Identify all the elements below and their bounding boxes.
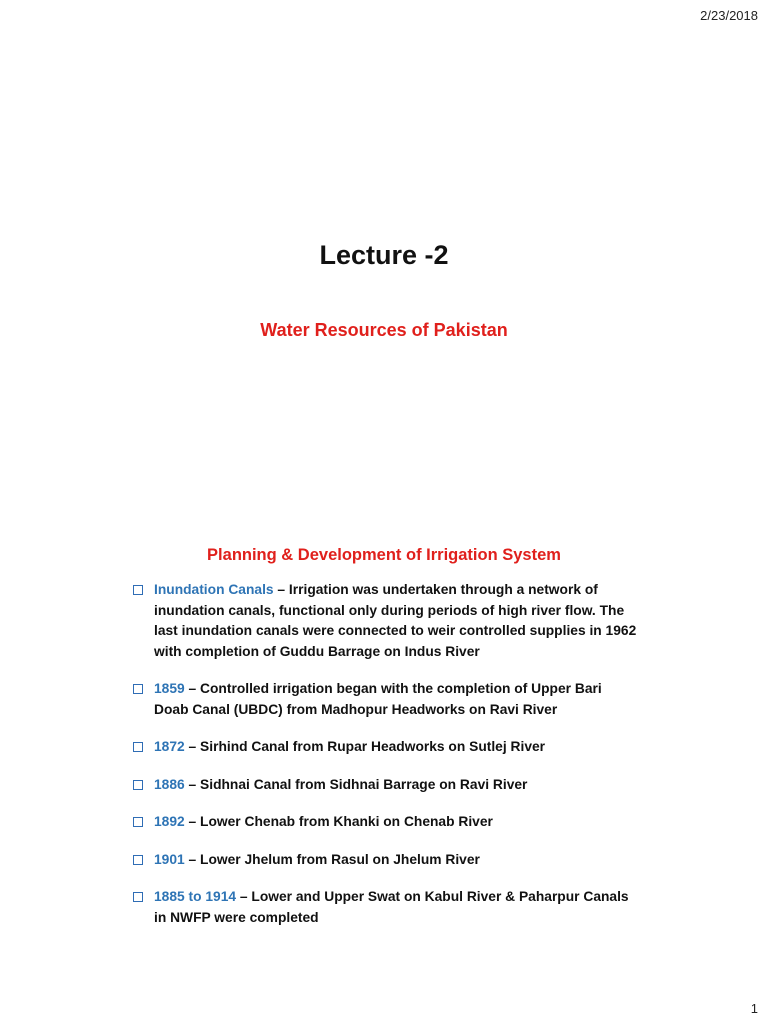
list-item <box>133 679 638 720</box>
list-item <box>133 887 638 928</box>
slide-date: 2/23/2018 <box>700 8 758 23</box>
list-item <box>133 775 638 796</box>
list-item-key: 1901 <box>154 851 185 867</box>
square-bullet-icon <box>133 817 143 827</box>
list-item <box>133 580 638 662</box>
list-item-key: 1872 <box>154 739 185 754</box>
square-bullet-icon <box>133 855 143 865</box>
list-item-description: – Lower and Upper Swat on Kabul River & Paharpur Canals in NWFP were completed <box>154 889 629 925</box>
list-item-text <box>154 679 638 720</box>
square-bullet-icon <box>133 892 143 902</box>
list-item-description: – Irrigation was undertaken through a network of inundation canals, functional only during periods of high river flow. The last inundation canals were connected to weir controlled supplies in 1962 with completion of Guddu Barrage on Indus River <box>154 582 637 659</box>
list-item-text <box>154 887 638 928</box>
page-number: 1 <box>750 1001 758 1016</box>
list-item-description: – Controlled irrigation began with the completion of Upper Bari Doab Canal (UBDC) from Madhopur Headworks on Ravi River <box>154 681 602 717</box>
list-item-text <box>154 580 638 662</box>
list-item-key: 1859 <box>154 681 185 696</box>
slide-title: Lecture -2 <box>319 240 449 270</box>
list-item-description: – Sirhind Canal from Rupar Headworks on Sutlej River <box>184 739 546 754</box>
list-item <box>133 812 638 833</box>
list-item-key: Inundation Canals <box>154 582 274 597</box>
square-bullet-icon <box>133 684 143 694</box>
list-item <box>133 850 638 871</box>
list-item-key: 1885 to 1914 <box>154 889 237 904</box>
square-bullet-icon <box>133 585 143 595</box>
list-item-key: 1892 <box>154 814 185 829</box>
list-item-text <box>154 737 638 758</box>
square-bullet-icon <box>133 742 143 752</box>
list-item-description: – Sidhnai Canal from Sidhnai Barrage on Ravi River <box>184 776 528 792</box>
list-item-description: – Lower Chenab from Khanki on Chenab River <box>184 814 493 829</box>
list-item-key: 1886 <box>154 776 185 792</box>
list-item-description: – Lower Jhelum from Rasul on Jhelum River <box>184 851 480 867</box>
list-item-text <box>154 775 638 796</box>
slide-subtitle: Water Resources of Pakistan <box>260 320 508 340</box>
square-bullet-icon <box>133 780 143 790</box>
list-item-text <box>154 812 638 833</box>
section-title: Planning & Development of Irrigation System <box>207 546 561 564</box>
list-item <box>133 737 638 758</box>
bullet-list <box>133 580 638 945</box>
list-item-text <box>154 850 638 871</box>
